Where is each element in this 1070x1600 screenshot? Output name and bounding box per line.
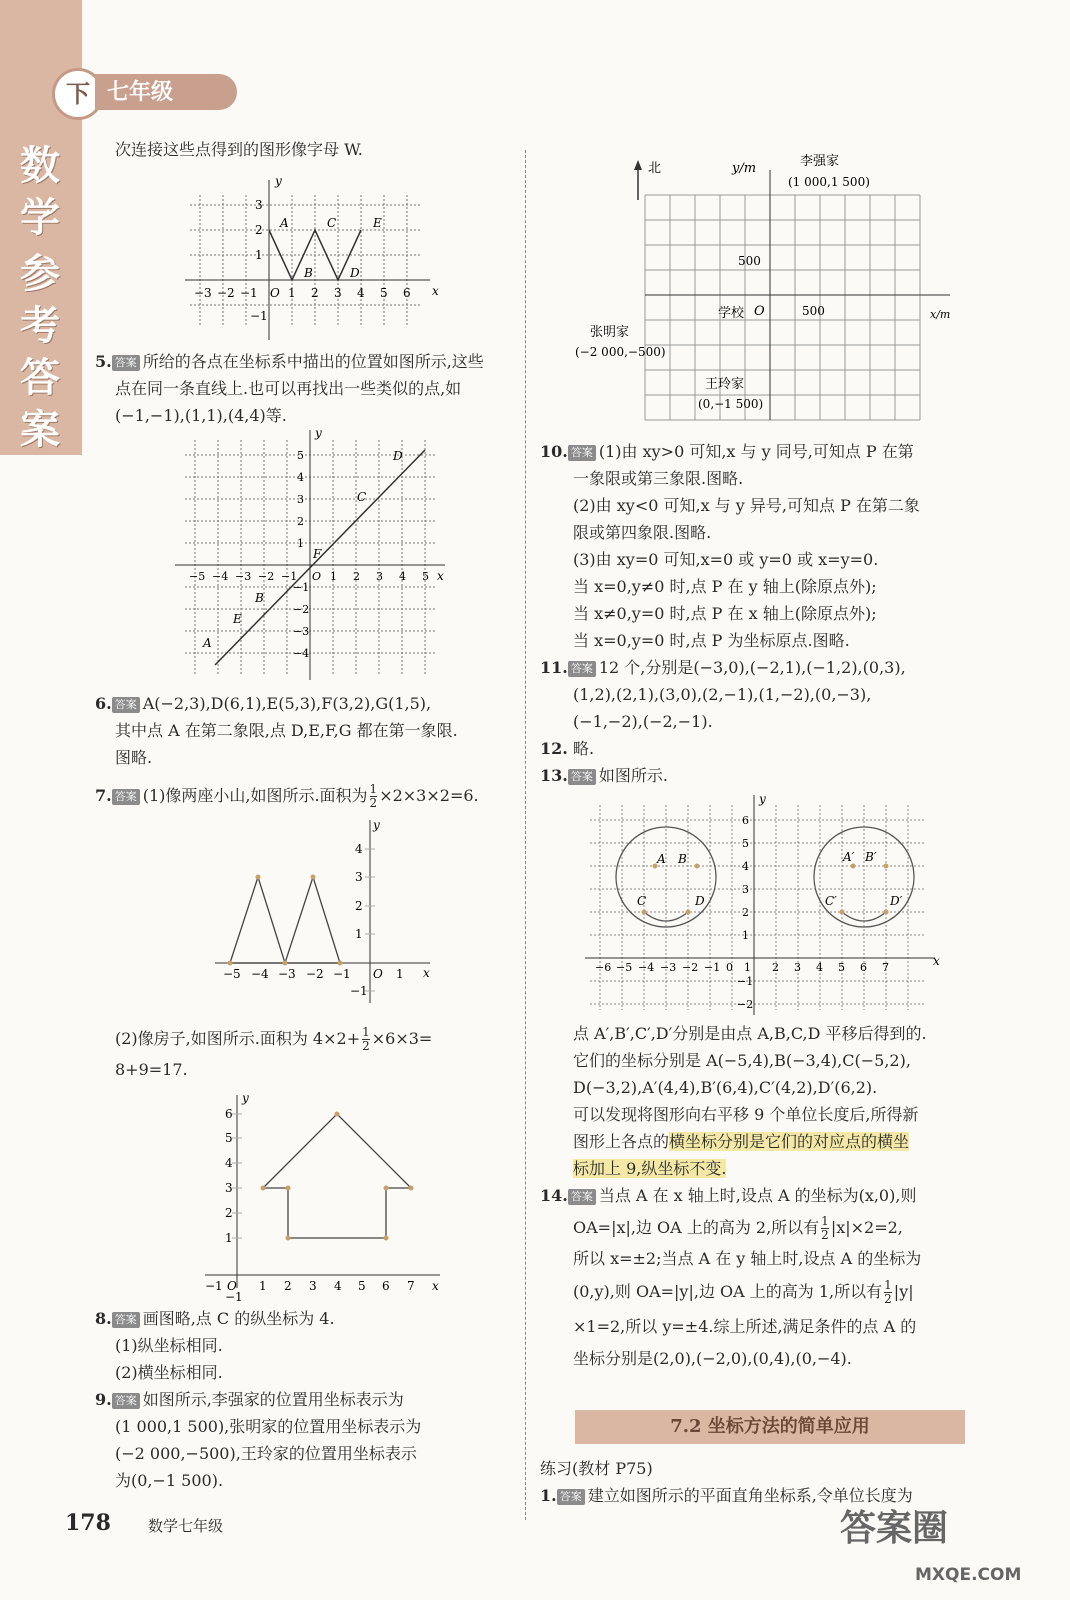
- svg-text:5: 5: [297, 449, 304, 462]
- answer-badge: 答案: [568, 445, 596, 461]
- section-char: 案: [20, 407, 60, 453]
- svg-text:−1: −1: [225, 1290, 243, 1304]
- svg-text:5: 5: [225, 1131, 233, 1145]
- column-divider: [525, 150, 526, 1520]
- svg-text:3: 3: [742, 883, 749, 896]
- north-label: 北: [648, 161, 662, 176]
- answer-text: 所给的各点在坐标系中描出的位置如图所示,这些: [142, 352, 484, 371]
- answer-badge: 答案: [112, 1393, 140, 1409]
- svg-text:4: 4: [355, 842, 363, 856]
- question-14: [540, 1182, 916, 1209]
- svg-text:D′: D′: [890, 894, 903, 908]
- answer-line: (−1,−2),(−2,−1).: [573, 712, 713, 731]
- location-map: [570, 150, 980, 430]
- watermark-url: MXQE.COM: [915, 1565, 1022, 1585]
- svg-text:1: 1: [396, 967, 404, 981]
- translation-graph: [585, 792, 955, 1020]
- answer-line: (−1,−1),(1,1),(4,4)等.: [115, 406, 287, 425]
- svg-text:2: 2: [742, 906, 749, 919]
- answer-line: 图略.: [115, 748, 153, 767]
- answer-line: 限或第四象限.图略.: [573, 523, 712, 542]
- answer-line: 当 x≠0,y=0 时,点 P 在 x 轴上(除原点外);: [573, 604, 877, 623]
- svg-text:−2: −2: [293, 603, 310, 616]
- svg-text:6: 6: [742, 814, 749, 827]
- svg-text:y: y: [242, 1091, 249, 1105]
- svg-text:5: 5: [358, 1279, 366, 1293]
- svg-text:2: 2: [353, 570, 360, 583]
- answer-line: 当 x=0,y≠0 时,点 P 在 y 轴上(除原点外);: [573, 577, 877, 596]
- svg-text:B′: B′: [865, 850, 877, 864]
- svg-text:D: D: [393, 449, 403, 463]
- svg-text:−3: −3: [235, 570, 252, 583]
- svg-text:6: 6: [382, 1279, 390, 1293]
- subject-char: 数: [20, 143, 60, 189]
- map-coord: (1 000,1 500): [788, 175, 870, 189]
- answer-line: (2)由 xy<0 可知,x 与 y 异号,可知点 P 在第二象: [573, 496, 920, 515]
- answer-line: (−2 000,−500),王玲家的位置用坐标表示: [115, 1444, 417, 1463]
- highlighted-text: 横坐标分别是它们的对应点的横坐: [669, 1132, 910, 1151]
- svg-text:2: 2: [311, 286, 319, 300]
- answer-line: 次连接这些点得到的图形像字母 W.: [115, 140, 363, 159]
- svg-text:1: 1: [255, 248, 263, 262]
- answer-line: 所以 x=±2;当点 A 在 y 轴上时,设点 A 的坐标为: [573, 1249, 922, 1268]
- svg-text:B: B: [678, 852, 687, 866]
- answer-line: [573, 1278, 914, 1306]
- svg-text:F: F: [313, 547, 322, 561]
- svg-text:−1: −1: [205, 1279, 223, 1293]
- axis-label: y: [275, 174, 282, 188]
- svg-text:−3: −3: [278, 967, 296, 981]
- svg-text:−4: −4: [251, 967, 269, 981]
- svg-text:−2: −2: [258, 570, 275, 583]
- svg-text:x: x: [437, 569, 444, 583]
- svg-text:1: 1: [742, 929, 749, 942]
- axis-label: y/m: [732, 161, 757, 176]
- svg-text:C: C: [357, 490, 367, 504]
- svg-text:−5: −5: [616, 961, 633, 974]
- svg-text:6: 6: [860, 961, 867, 974]
- answer-line: 可以发现将图形向右平移 9 个单位长度后,所得新: [573, 1105, 919, 1124]
- answer-line: D(−3,2),A′(4,4),B′(6,4),C′(4,2),D′(6,2).: [573, 1078, 878, 1097]
- answer-badge: 答案: [112, 1312, 140, 1328]
- answer-badge: 答案: [568, 1189, 596, 1205]
- answer-line: 点 A′,B′,C′,D′分别是由点 A,B,C,D 平移后得到的.: [573, 1024, 927, 1043]
- svg-text:−1: −1: [333, 967, 351, 981]
- svg-text:1: 1: [297, 537, 304, 550]
- svg-text:−6: −6: [595, 961, 612, 974]
- practice-heading: 练习(教材 P75): [540, 1459, 653, 1478]
- svg-text:1: 1: [744, 961, 751, 974]
- svg-text:5: 5: [380, 286, 388, 300]
- svg-text:−2: −2: [682, 961, 699, 974]
- answer-badge: 答案: [112, 355, 140, 371]
- svg-text:1: 1: [355, 927, 363, 941]
- answer-line: 点在同一条直线上.也可以再找出一些类似的点,如: [115, 379, 462, 398]
- answer-line: [115, 1025, 432, 1053]
- answer-line: (3)由 xy=0 可知,x=0 或 y=0 或 x=y=0.: [573, 550, 879, 569]
- axis-label: x/m: [930, 308, 951, 321]
- svg-text:4: 4: [399, 570, 406, 583]
- svg-text:−5: −5: [223, 967, 241, 981]
- answer-line: (1,2),(2,1),(3,0),(2,−1),(1,−2),(0,−3),: [573, 685, 872, 704]
- section-char: 答: [20, 355, 60, 401]
- grade-label: 七年级: [95, 74, 237, 110]
- tick-label: 500: [738, 254, 761, 268]
- svg-text:D: D: [695, 894, 705, 908]
- svg-text:2: 2: [225, 1206, 233, 1220]
- question-number: 5.: [95, 352, 112, 371]
- axis-label: x: [432, 284, 439, 298]
- answer-text: 建立如图所示的平面直角坐标系,令单位长度为: [587, 1486, 913, 1505]
- svg-text:4: 4: [225, 1156, 233, 1170]
- question-number: 10.: [540, 442, 568, 461]
- answer-line: 它们的坐标分别是 A(−5,4),B(−3,4),C(−5,2),: [573, 1051, 911, 1070]
- svg-text:−1: −1: [281, 570, 298, 583]
- question-number: 13.: [540, 766, 568, 785]
- svg-text:−4: −4: [212, 570, 229, 583]
- svg-text:O: O: [270, 286, 280, 300]
- svg-text:−1: −1: [250, 309, 268, 323]
- answer-text: 图形上各点的: [573, 1132, 670, 1151]
- line-graph: [175, 425, 460, 687]
- point-label: C: [327, 216, 337, 230]
- svg-text:3: 3: [255, 198, 263, 212]
- svg-text:5: 5: [838, 961, 845, 974]
- map-label: 李强家: [800, 154, 840, 169]
- map-label: 学校: [718, 306, 745, 321]
- point-label: D: [350, 266, 360, 280]
- fraction: $\frac{1}{2}$: [362, 1025, 370, 1053]
- answer-text: (1)由 xy>0 可知,x 与 y 同号,可知点 P 在第: [598, 442, 914, 461]
- section-char: 考: [20, 303, 60, 349]
- w-shape-graph: [180, 175, 450, 345]
- svg-text:4: 4: [357, 286, 365, 300]
- svg-text:−5: −5: [189, 570, 206, 583]
- svg-text:7: 7: [882, 961, 889, 974]
- point-label: E: [373, 216, 382, 230]
- svg-text:A: A: [203, 636, 212, 650]
- svg-text:−2: −2: [737, 998, 754, 1011]
- svg-text:A′: A′: [843, 850, 855, 864]
- svg-text:2: 2: [284, 1279, 292, 1293]
- svg-text:−4: −4: [638, 961, 655, 974]
- tick-label: 500: [802, 304, 825, 318]
- answer-text: ×6×3=: [371, 1029, 433, 1048]
- question-10: [540, 438, 914, 465]
- question-12: [540, 735, 594, 762]
- question-number: 6.: [95, 694, 112, 713]
- question-7: [95, 782, 479, 810]
- svg-text:−2: −2: [306, 967, 324, 981]
- section-char: 参: [20, 251, 60, 297]
- answer-line: 其中点 A 在第二象限,点 D,E,F,G 都在第一象限.: [115, 721, 458, 740]
- map-label: 张明家: [590, 325, 630, 340]
- fraction: $\frac{1}{2}$: [884, 1278, 892, 1306]
- answer-line: 坐标分别是(2,0),(−2,0),(0,4),(0,−4).: [573, 1349, 852, 1368]
- question-8: [95, 1305, 335, 1332]
- svg-text:−3: −3: [660, 961, 677, 974]
- svg-text:−1: −1: [737, 975, 754, 988]
- svg-text:7: 7: [407, 1279, 415, 1293]
- question-number: 8.: [95, 1309, 112, 1328]
- page-number: 178: [65, 1510, 111, 1536]
- svg-text:5: 5: [422, 570, 429, 583]
- answer-badge: 答案: [557, 1489, 585, 1505]
- svg-text:0: 0: [726, 961, 733, 974]
- svg-text:y: y: [373, 818, 380, 832]
- svg-text:x: x: [432, 1279, 439, 1293]
- two-hills-graph: [205, 815, 445, 1010]
- svg-text:3: 3: [297, 493, 304, 506]
- svg-text:3: 3: [334, 286, 342, 300]
- answer-text: 12 个,分别是(−3,0),(−2,1),(−1,2),(0,3),: [598, 658, 906, 677]
- svg-text:1: 1: [259, 1279, 267, 1293]
- svg-text:y: y: [759, 792, 766, 806]
- svg-text:B: B: [255, 591, 264, 605]
- answer-badge: 答案: [112, 697, 140, 713]
- section-title: 7.2 坐标方法的简单应用: [575, 1410, 965, 1444]
- svg-text:−4: −4: [293, 647, 310, 660]
- question-number: 14.: [540, 1186, 568, 1205]
- svg-text:C: C: [637, 894, 647, 908]
- svg-text:4: 4: [334, 1279, 342, 1293]
- answer-line: [573, 1128, 909, 1155]
- volume-badge: 下: [52, 68, 104, 120]
- question-11: [540, 654, 906, 681]
- answer-line: ×1=2,所以 y=±4.综上所述,满足条件的点 A 的: [573, 1317, 917, 1336]
- svg-text:2: 2: [355, 899, 363, 913]
- svg-text:4: 4: [297, 471, 304, 484]
- svg-text:C′: C′: [825, 894, 837, 908]
- answer-text: ×2×3×2=6.: [379, 786, 479, 805]
- question-9: [95, 1386, 404, 1413]
- svg-text:x: x: [933, 954, 940, 968]
- svg-text:O: O: [373, 967, 383, 981]
- svg-text:1: 1: [330, 570, 337, 583]
- watermark-logo: 答案圈: [840, 1508, 949, 1549]
- svg-text:5: 5: [742, 837, 749, 850]
- svg-text:3: 3: [309, 1279, 317, 1293]
- svg-text:4: 4: [742, 860, 749, 873]
- question-13: [540, 762, 668, 789]
- answer-line: (1 000,1 500),张明家的位置用坐标表示为: [115, 1417, 422, 1436]
- answer-text: 画图略,点 C 的纵坐标为 4.: [142, 1309, 335, 1328]
- svg-text:2: 2: [772, 961, 779, 974]
- subject-char: 学: [20, 195, 60, 241]
- svg-text:−2: −2: [217, 286, 235, 300]
- answer-badge: 答案: [568, 661, 596, 677]
- answer-text: 如图所示,李强家的位置用坐标表示为: [142, 1390, 404, 1409]
- question-6: [95, 690, 431, 717]
- fraction: $\frac{1}{2}$: [821, 1214, 829, 1242]
- book-title: 数学七年级: [148, 1517, 224, 1535]
- svg-text:A: A: [657, 852, 666, 866]
- question-5: [95, 348, 484, 375]
- svg-text:−1: −1: [293, 581, 310, 594]
- svg-text:−3: −3: [293, 625, 310, 638]
- answer-text: A(−2,3),D(6,1),E(5,3),F(3,2),G(1,5),: [142, 694, 432, 713]
- svg-text:1: 1: [225, 1231, 233, 1245]
- question-number: 12.: [540, 739, 568, 758]
- answer-text: |x|×2=2,: [830, 1218, 903, 1237]
- svg-text:−1: −1: [350, 984, 368, 998]
- svg-text:−3: −3: [194, 286, 212, 300]
- origin-label: O: [754, 304, 765, 319]
- answer-text: (2)像房子,如图所示.面积为 4×2+: [115, 1029, 361, 1048]
- question-number: 1.: [540, 1486, 557, 1505]
- svg-text:3: 3: [225, 1181, 233, 1195]
- map-label: 王玲家: [705, 377, 745, 392]
- svg-text:6: 6: [403, 286, 411, 300]
- svg-text:2: 2: [297, 515, 304, 528]
- map-coord: (−2 000,−500): [575, 345, 666, 359]
- svg-text:O: O: [227, 1279, 237, 1293]
- answer-text: (0,y),则 OA=|y|,边 OA 上的高为 1,所以有: [573, 1282, 883, 1301]
- fraction: $\frac{1}{2}$: [369, 782, 378, 810]
- svg-text:y: y: [315, 426, 322, 440]
- answer-line: [573, 1214, 903, 1242]
- house-graph: [200, 1090, 450, 1304]
- question-number: 7.: [95, 786, 112, 805]
- answer-text: (1)像两座小山,如图所示.面积为: [142, 786, 368, 805]
- answer-line: [573, 1155, 726, 1182]
- answer-text: 略.: [572, 739, 595, 758]
- svg-text:6: 6: [225, 1107, 233, 1121]
- point-label: A: [280, 216, 289, 230]
- answer-badge: 答案: [568, 769, 596, 785]
- answer-text: OA=|x|,边 OA 上的高为 2,所以有: [573, 1218, 820, 1237]
- svg-text:−1: −1: [240, 286, 258, 300]
- svg-text:4: 4: [816, 961, 823, 974]
- highlighted-text: 标加上 9,纵坐标不变.: [573, 1159, 727, 1178]
- svg-text:O: O: [312, 570, 322, 583]
- answer-text: |y|: [893, 1282, 914, 1301]
- map-coord: (0,−1 500): [698, 397, 764, 411]
- svg-text:1: 1: [288, 286, 296, 300]
- svg-text:2: 2: [255, 223, 263, 237]
- svg-text:−1: −1: [704, 961, 721, 974]
- svg-text:3: 3: [355, 870, 363, 884]
- answer-text: 如图所示.: [598, 766, 668, 785]
- svg-text:3: 3: [794, 961, 801, 974]
- answer-line: 8+9=17.: [115, 1060, 188, 1079]
- answer-line: 当 x=0,y=0 时,点 P 为坐标原点.图略.: [573, 631, 850, 650]
- question-number: 9.: [95, 1390, 112, 1409]
- answer-line: 一象限或第三象限.图略.: [573, 469, 744, 488]
- answer-text: 当点 A 在 x 轴上时,设点 A 的坐标为(x,0),则: [598, 1186, 917, 1205]
- answer-line: (1)纵坐标相同.: [115, 1336, 223, 1355]
- answer-badge: 答案: [112, 789, 140, 805]
- svg-text:x: x: [423, 966, 430, 980]
- svg-text:3: 3: [376, 570, 383, 583]
- answer-line: 为(0,−1 500).: [115, 1471, 224, 1490]
- answer-line: (2)横坐标相同.: [115, 1363, 223, 1382]
- question-number: 11.: [540, 658, 568, 677]
- point-label: B: [304, 266, 313, 280]
- svg-text:E: E: [233, 612, 242, 626]
